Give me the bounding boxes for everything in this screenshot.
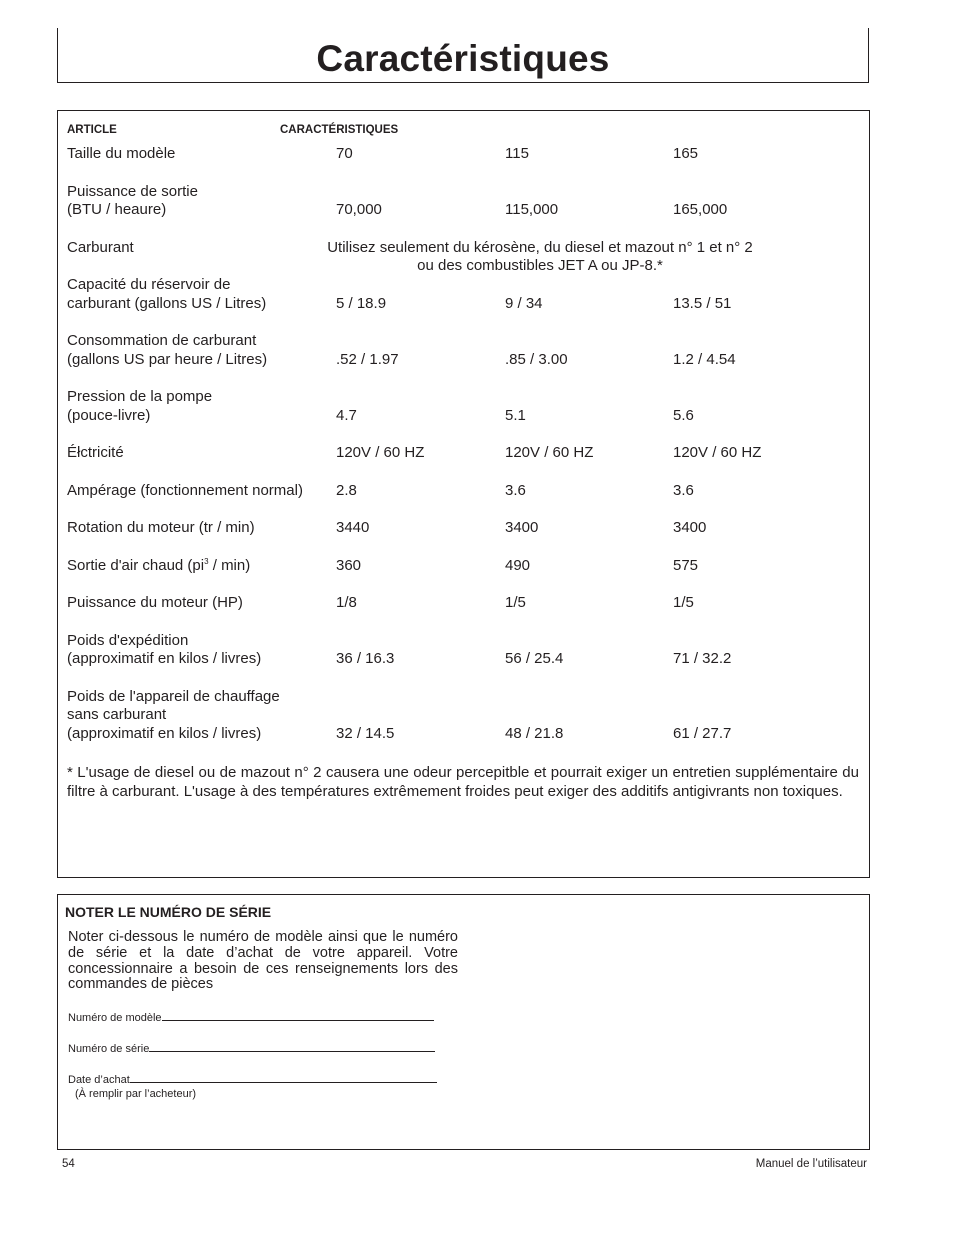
value-model-70: 4.7 (336, 407, 357, 424)
row-label: Puissance du moteur (HP) (67, 594, 243, 611)
page-title: Caractéristiques (316, 38, 610, 79)
value-model-70: 5 / 18.9 (336, 295, 387, 312)
value-model-165: 165,000 (673, 201, 728, 218)
fuel-text-line2: ou des combustibles JET A ou JP-8.* (417, 257, 663, 274)
value-model-165: 3400 (673, 519, 707, 536)
serial-number-box (57, 894, 870, 1150)
purchase-date-line[interactable] (130, 1073, 437, 1083)
value-model-115: 115,000 (505, 201, 559, 218)
value-model-70: 36 / 16.3 (336, 650, 395, 667)
value-model-165: 13.5 / 51 (673, 295, 732, 312)
row-label: Consommation de carburant (67, 332, 257, 349)
row-label-cont: sans carburant (67, 706, 167, 723)
page-number: 54 (62, 1158, 75, 1170)
value-model-165: 5.6 (673, 407, 694, 424)
value-model-115: 115 (505, 145, 529, 162)
row-label: Rotation du moteur (tr / min) (67, 519, 255, 536)
row-label-cont: carburant (gallons US / Litres) (67, 295, 267, 312)
header-specifications: CARACTÉRISTIQUES (280, 124, 399, 136)
title-box (57, 28, 869, 83)
value-model-165: 1/5 (673, 594, 694, 611)
row-label: Taille du modèle (67, 145, 176, 162)
model-number-line[interactable] (162, 1011, 434, 1021)
value-model-165: 165 (673, 145, 699, 162)
row-label: Pression de la pompe (67, 388, 213, 405)
value-model-70: 2.8 (336, 482, 357, 499)
row-label: Puissance de sortie (67, 183, 198, 200)
manual-title: Manuel de l’utilisateur (755, 1158, 867, 1170)
value-model-70: 32 / 14.5 (336, 725, 395, 742)
value-model-165: 3.6 (673, 482, 694, 499)
serial-instructions: Noter ci-dessous le numéro de modèle ainsi que le numéro de série et la date d’achat de votre appareil. Votre concessionnaire a besoin de ces renseignements lors des commandes de pièces (68, 929, 458, 993)
value-model-70: 70 (336, 145, 353, 162)
value-model-70: 360 (336, 557, 362, 574)
value-model-115: 9 / 34 (505, 295, 543, 312)
value-model-165: 575 (673, 557, 699, 574)
purchase-date-label: Date d’achat (68, 1074, 130, 1086)
serial-title: NOTER LE NUMÉRO DE SÉRIE (65, 904, 272, 920)
row-label-cont: (approximatif en kilos / livres) (67, 650, 262, 667)
value-model-70: 1/8 (336, 594, 357, 611)
footnote: * L'usage de diesel ou de mazout n° 2 causera une odeur percepitble et pourrait exiger un entretien supplémentaire du filtre à carburant. L'usage à des températures extrêmement froides peut exiger des additifs antigivrants non toxiques. (67, 764, 859, 800)
value-model-70: 3440 (336, 519, 370, 536)
serial-number-field[interactable] (68, 1042, 435, 1055)
specifications-table (57, 110, 870, 878)
value-model-115: 490 (505, 557, 531, 574)
value-model-70: 70,000 (336, 201, 382, 218)
serial-number-label: Numéro de série (68, 1043, 150, 1055)
value-model-165: 1.2 / 4.54 (673, 351, 736, 368)
value-model-115: 1/5 (505, 594, 526, 611)
row-label-text: Sortie d'air chaud (pi (67, 557, 205, 574)
value-model-165: 61 / 27.7 (673, 725, 732, 742)
row-label-tail: / min) (208, 557, 251, 574)
row-label: Éłctricité (67, 444, 124, 461)
value-model-115: .85 / 3.00 (505, 351, 568, 368)
value-model-115: 120V / 60 HZ (505, 444, 594, 461)
row-label: Carburant (67, 239, 134, 256)
serial-number-line[interactable] (149, 1042, 435, 1052)
model-number-label: Numéro de modèle (68, 1012, 162, 1024)
row-label: Poids d'expédition (67, 632, 189, 649)
row-label-cont: (approximatif en kilos / livres) (67, 725, 262, 742)
fuel-text-line1: Utilisez seulement du kérosène, du diesel et mazout n° 1 et n° 2 (327, 239, 753, 256)
value-model-115: 48 / 21.8 (505, 725, 564, 742)
row-label: Ampérage (fonctionnement normal) (67, 482, 303, 499)
header-article: ARTICLE (67, 124, 117, 136)
row-label: Capacité du réservoir de (67, 276, 231, 293)
row-label: Poids de l'appareil de chauffage (67, 688, 280, 705)
value-model-115: 56 / 25.4 (505, 650, 564, 667)
row-label-cont: (BTU / heaure) (67, 201, 167, 218)
purchase-date-note: (À remplir par l’acheteur) (75, 1088, 197, 1100)
superscript: 3 (204, 557, 209, 566)
value-model-165: 71 / 32.2 (673, 650, 732, 667)
purchase-date-field[interactable] (68, 1073, 437, 1086)
row-label-cont: (pouce-livre) (67, 407, 151, 424)
value-model-70: 120V / 60 HZ (336, 444, 425, 461)
model-number-field[interactable] (68, 1011, 434, 1024)
value-model-165: 120V / 60 HZ (673, 444, 762, 461)
row-label-cont: (gallons US par heure / Litres) (67, 351, 268, 368)
row-label (67, 557, 250, 576)
value-model-115: 3.6 (505, 482, 526, 499)
value-model-70: .52 / 1.97 (336, 351, 399, 368)
value-model-115: 3400 (505, 519, 539, 536)
value-model-115: 5.1 (505, 407, 526, 424)
